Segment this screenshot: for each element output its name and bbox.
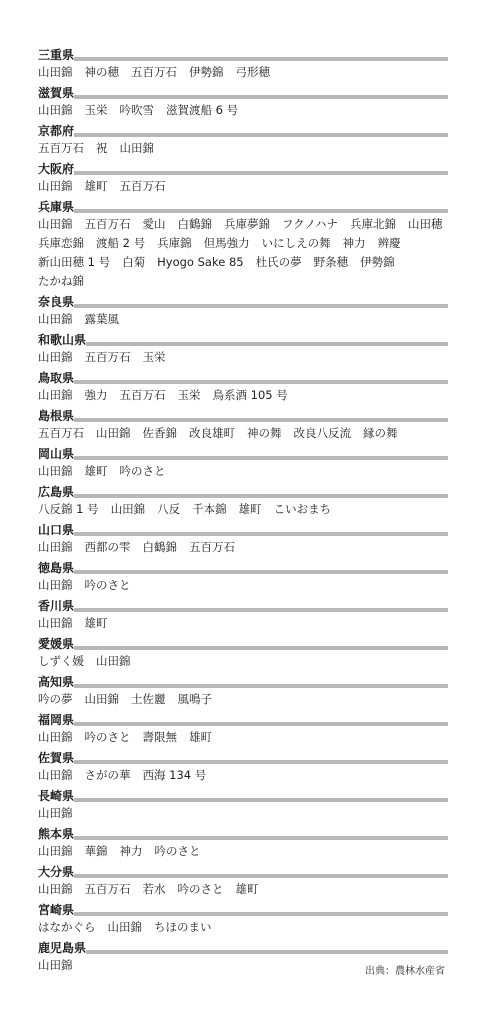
rice-variety: 若水 xyxy=(142,882,166,896)
rice-variety: 山田錦 xyxy=(38,540,73,554)
rice-variety: 神力 xyxy=(119,844,143,858)
rice-variety: 改良八反流 xyxy=(293,426,351,440)
prefecture-section xyxy=(38,673,448,711)
prefecture-header xyxy=(38,787,448,803)
rice-variety: 山田錦 xyxy=(119,141,154,155)
rice-variety: 神力 xyxy=(342,236,366,250)
prefecture-header xyxy=(38,597,448,613)
rice-variety: 杜氏の夢 xyxy=(255,255,302,269)
prefecture-header xyxy=(38,122,448,138)
rice-variety: 山田錦 xyxy=(96,426,131,440)
header-rule xyxy=(74,836,448,840)
prefecture-name: 徳島県 xyxy=(38,561,75,575)
header-rule xyxy=(74,912,448,916)
rice-variety: 雄町 xyxy=(189,730,212,744)
rice-variety-list xyxy=(38,576,448,595)
prefecture-header xyxy=(38,331,448,347)
rice-variety-list xyxy=(38,462,448,481)
rice-variety: 吟のさと xyxy=(119,464,166,478)
prefecture-section xyxy=(38,369,448,407)
rice-variety: 山田錦 xyxy=(38,312,73,326)
rice-variety: 山田錦 xyxy=(38,882,73,896)
rice-variety: 山田錦 xyxy=(38,65,73,79)
rice-variety: 山田錦 xyxy=(38,464,73,478)
rice-variety: 神の穂 xyxy=(84,65,119,79)
rice-variety: 白菊 xyxy=(122,255,146,269)
header-rule xyxy=(74,760,448,764)
prefecture-header xyxy=(38,369,448,385)
rice-variety: 五百万石 xyxy=(189,540,235,554)
rice-variety: 山田錦 xyxy=(38,768,73,782)
rice-variety: 縁の舞 xyxy=(363,426,398,440)
rice-variety: 吟のさと xyxy=(84,578,131,592)
header-rule xyxy=(74,456,448,460)
prefecture-name: 京都府 xyxy=(38,124,75,138)
prefecture-header xyxy=(38,673,448,689)
rice-variety: 五百万石 xyxy=(84,350,131,364)
rice-variety: 滋賀渡船 6 号 xyxy=(166,103,239,117)
rice-variety: 兵庫北錦 xyxy=(350,217,397,231)
rice-variety: 山田錦 xyxy=(38,616,73,630)
prefecture-header xyxy=(38,198,448,214)
rice-variety: 山田錦 xyxy=(110,502,146,516)
rice-variety: フクノハナ xyxy=(282,217,339,231)
prefecture-header xyxy=(38,863,448,879)
rice-variety: 山田錦 xyxy=(38,350,73,364)
rice-variety: 五百万石 xyxy=(84,217,131,231)
rice-variety: 兵庫夢錦 xyxy=(224,217,270,231)
prefecture-name: 愛媛県 xyxy=(38,637,75,651)
rice-variety: 風鳴子 xyxy=(177,692,212,706)
rice-variety: 弓形穂 xyxy=(235,65,270,79)
prefecture-name: 大阪府 xyxy=(38,162,75,176)
rice-variety: こいおまち xyxy=(273,502,332,516)
rice-variety: 華錦 xyxy=(84,844,108,858)
prefecture-name: 宮崎県 xyxy=(38,903,75,917)
prefecture-name: 香川県 xyxy=(38,599,75,613)
rice-variety: 五百万石 xyxy=(38,426,84,440)
rice-variety: 雄町 xyxy=(238,502,262,516)
rice-variety: 山田錦 xyxy=(38,958,73,972)
rice-variety: 山田錦 xyxy=(96,654,131,668)
rice-variety: 山田錦 xyxy=(38,730,73,744)
prefecture-name: 島根県 xyxy=(38,409,75,423)
prefecture-name: 岡山県 xyxy=(38,447,75,461)
rice-variety: 山田錦 xyxy=(38,844,73,858)
rice-variety: 山田錦 xyxy=(38,388,73,402)
rice-variety: 山田穂 xyxy=(408,217,443,231)
prefecture-header xyxy=(38,559,448,575)
prefecture-section xyxy=(38,46,448,84)
rice-variety: 吟のさと xyxy=(154,844,201,858)
rice-variety-list xyxy=(38,101,448,120)
rice-variety-list xyxy=(38,880,448,899)
header-rule xyxy=(74,798,448,802)
prefecture-section xyxy=(38,445,448,483)
prefecture-header xyxy=(38,749,448,765)
prefecture-name: 福岡県 xyxy=(38,713,75,727)
prefecture-header xyxy=(38,46,448,62)
rice-variety: 玉栄 xyxy=(177,388,201,402)
rice-variety-list xyxy=(38,728,448,747)
prefecture-section xyxy=(38,711,448,749)
rice-variety-list xyxy=(38,139,448,158)
rice-variety: 佐香錦 xyxy=(142,426,177,440)
prefecture-header xyxy=(38,293,448,309)
rice-variety: 辨慶 xyxy=(377,236,401,250)
rice-variety: 改良雄町 xyxy=(189,426,235,440)
rice-variety-list xyxy=(38,63,448,82)
prefecture-section xyxy=(38,825,448,863)
prefecture-section xyxy=(38,559,448,597)
rice-variety: さがの華 xyxy=(84,768,131,782)
rice-variety: 白鶴錦 xyxy=(142,540,177,554)
header-rule xyxy=(74,570,448,574)
rice-variety: 山田錦 xyxy=(38,217,73,231)
prefecture-name: 大分県 xyxy=(38,865,75,879)
prefecture-header xyxy=(38,445,448,461)
prefecture-name: 佐賀県 xyxy=(38,751,75,765)
rice-variety: 八反 xyxy=(157,502,181,516)
prefecture-section xyxy=(38,331,448,369)
prefecture-section xyxy=(38,407,448,445)
rice-variety: 渡船 2 号 xyxy=(96,236,146,250)
header-rule xyxy=(74,380,448,384)
header-rule xyxy=(74,57,448,61)
rice-variety: 山田錦 xyxy=(38,806,73,820)
prefecture-section xyxy=(38,198,448,293)
prefecture-section xyxy=(38,787,448,825)
rice-variety-list xyxy=(38,177,448,196)
rice-variety-list xyxy=(38,538,448,557)
header-rule xyxy=(74,418,448,422)
header-rule xyxy=(74,684,448,688)
rice-variety: たかね錦 xyxy=(38,274,84,288)
header-rule xyxy=(74,494,448,498)
prefecture-header xyxy=(38,483,448,499)
rice-variety-list xyxy=(38,918,448,937)
rice-variety: 新山田穂 1 号 xyxy=(38,255,111,269)
rice-variety: 五百万石 xyxy=(38,141,84,155)
rice-variety-list xyxy=(38,386,448,405)
source-credit: 出典：農林水産省 xyxy=(365,966,445,977)
prefecture-header xyxy=(38,160,448,176)
prefecture-section xyxy=(38,122,448,160)
prefecture-rice-list xyxy=(38,46,448,977)
rice-variety: 鳥系酒 105 号 xyxy=(212,388,288,402)
header-rule xyxy=(74,722,448,726)
rice-variety: 但馬強力 xyxy=(203,236,250,250)
rice-variety: 祝 xyxy=(96,141,108,155)
prefecture-header xyxy=(38,84,448,100)
rice-variety: 伊勢錦 xyxy=(189,65,224,79)
prefecture-name: 鳥取県 xyxy=(38,371,75,385)
rice-variety: 吟のさと xyxy=(84,730,131,744)
prefecture-name: 高知県 xyxy=(38,675,75,689)
rice-variety: 山田錦 xyxy=(38,103,73,117)
rice-variety: 五百万石 xyxy=(131,65,177,79)
rice-variety: 吟吹雪 xyxy=(119,103,154,117)
rice-variety: 五百万石 xyxy=(84,882,131,896)
rice-variety: 山田錦 xyxy=(38,578,73,592)
prefecture-name: 鹿児島県 xyxy=(38,941,87,955)
rice-variety-list xyxy=(38,804,448,823)
rice-variety: 吟の夢 xyxy=(38,692,73,706)
rice-variety: 兵庫恋錦 xyxy=(38,236,84,250)
rice-variety: 雄町 xyxy=(235,882,259,896)
prefecture-header xyxy=(38,825,448,841)
rice-variety: しずく媛 xyxy=(38,654,84,668)
prefecture-section xyxy=(38,483,448,521)
rice-variety: 五百万石 xyxy=(119,388,166,402)
header-rule xyxy=(74,171,448,175)
header-rule xyxy=(74,95,448,99)
prefecture-header xyxy=(38,407,448,423)
rice-variety: 玉栄 xyxy=(84,103,108,117)
prefecture-name: 長崎県 xyxy=(38,789,75,803)
rice-variety: はなかぐら xyxy=(38,920,96,934)
prefecture-name: 奈良県 xyxy=(38,295,75,309)
rice-variety-list xyxy=(38,424,448,443)
header-rule xyxy=(74,608,448,612)
rice-variety: いにしえの舞 xyxy=(261,236,331,250)
prefecture-section xyxy=(38,863,448,901)
rice-variety: 土佐麗 xyxy=(131,692,166,706)
rice-variety-list xyxy=(38,766,448,785)
prefecture-name: 熊本県 xyxy=(38,827,75,841)
rice-variety-list xyxy=(38,690,448,709)
rice-variety: 雄町 xyxy=(84,616,108,630)
rice-variety: 神の舞 xyxy=(247,426,282,440)
rice-variety-list xyxy=(38,215,448,291)
rice-variety: 山田錦 xyxy=(107,920,142,934)
header-rule xyxy=(86,950,448,954)
rice-variety: 雄町 xyxy=(84,179,108,193)
prefecture-name: 和歌山県 xyxy=(38,333,87,347)
rice-variety-list xyxy=(38,310,448,329)
rice-variety: 伊勢錦 xyxy=(360,255,395,269)
rice-variety: 愛山 xyxy=(142,217,166,231)
prefecture-section xyxy=(38,293,448,331)
prefecture-section xyxy=(38,160,448,198)
header-rule xyxy=(74,133,448,137)
rice-variety-list xyxy=(38,500,448,519)
rice-variety: 吟のさと xyxy=(177,882,224,896)
header-rule xyxy=(74,304,448,308)
rice-variety: 西都の雫 xyxy=(84,540,131,554)
rice-variety: 露葉風 xyxy=(84,312,119,326)
prefecture-section xyxy=(38,597,448,635)
rice-variety: 雄町 xyxy=(84,464,108,478)
rice-variety: 山田錦 xyxy=(38,179,73,193)
rice-variety: 白鶴錦 xyxy=(177,217,212,231)
rice-variety: 強力 xyxy=(84,388,108,402)
prefecture-section xyxy=(38,521,448,559)
prefecture-header xyxy=(38,521,448,537)
rice-variety: ちほのまい xyxy=(154,920,212,934)
prefecture-section xyxy=(38,635,448,673)
prefecture-header xyxy=(38,711,448,727)
prefecture-name: 広島県 xyxy=(38,485,75,499)
rice-variety: Hyogo Sake 85 xyxy=(157,255,244,269)
rice-variety: 野条穂 xyxy=(313,255,349,269)
rice-variety: 玉栄 xyxy=(142,350,166,364)
prefecture-name: 兵庫県 xyxy=(38,200,75,214)
header-rule xyxy=(74,209,448,213)
header-rule xyxy=(86,342,448,346)
rice-variety-list xyxy=(38,652,448,671)
header-rule xyxy=(74,646,448,650)
rice-variety: 八反錦 1 号 xyxy=(38,502,99,516)
rice-variety: 西海 134 号 xyxy=(142,768,207,782)
rice-variety: 壽限無 xyxy=(142,730,177,744)
header-rule xyxy=(74,874,448,878)
prefecture-name: 滋賀県 xyxy=(38,86,75,100)
rice-variety-list xyxy=(38,614,448,633)
rice-variety-list xyxy=(38,348,448,367)
prefecture-section xyxy=(38,749,448,787)
header-rule xyxy=(74,532,448,536)
rice-variety-list xyxy=(38,842,448,861)
rice-variety: 千本錦 xyxy=(192,502,227,516)
prefecture-section xyxy=(38,901,448,939)
rice-variety: 五百万石 xyxy=(119,179,166,193)
prefecture-name: 三重県 xyxy=(38,48,75,62)
prefecture-header xyxy=(38,635,448,651)
prefecture-name: 山口県 xyxy=(38,523,75,537)
rice-variety: 兵庫錦 xyxy=(157,236,192,250)
prefecture-header xyxy=(38,901,448,917)
prefecture-section xyxy=(38,84,448,122)
rice-variety: 山田錦 xyxy=(84,692,119,706)
prefecture-header xyxy=(38,939,448,955)
